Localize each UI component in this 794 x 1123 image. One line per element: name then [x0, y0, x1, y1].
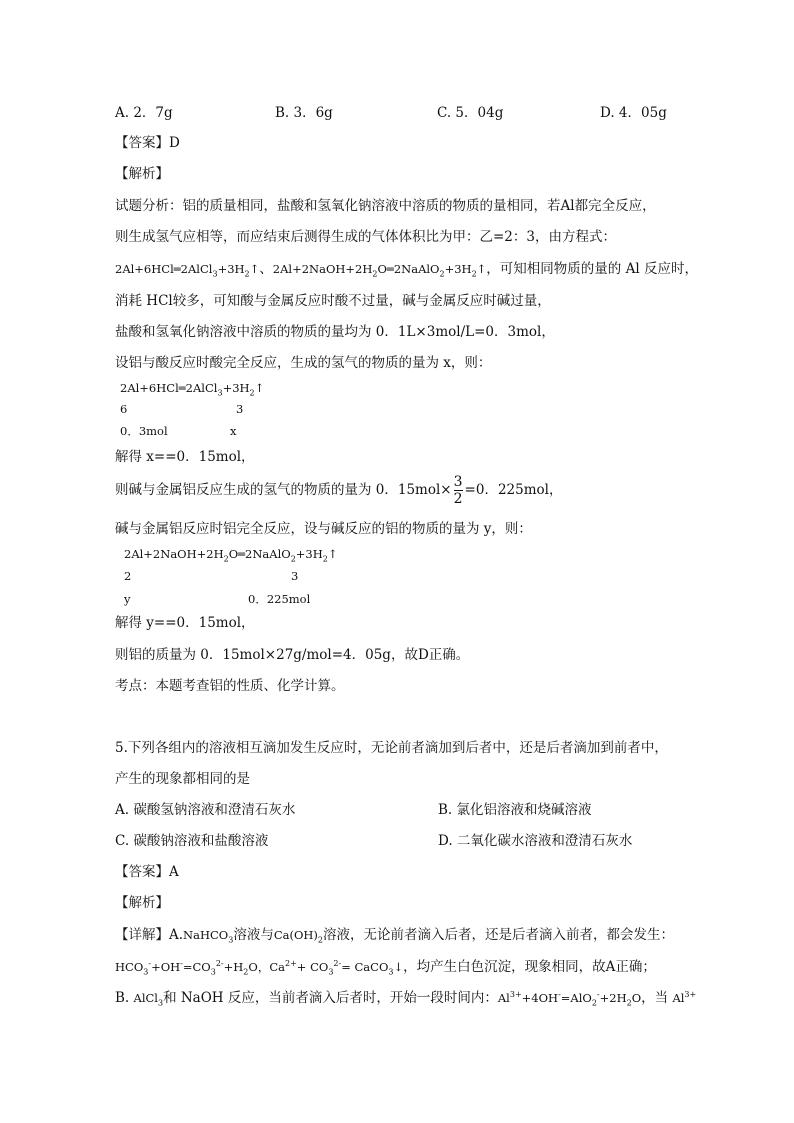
ionic-equation-2: $Al^{3+}+4OH^-=AlO_2^-+2H_2O$	[497, 990, 642, 1008]
acid-calc-r1b: 3	[236, 402, 244, 416]
alcl3-formula: AlCl$_3$	[133, 991, 164, 1008]
q5-option-c: C. 碳酸钠溶液和盐酸溶液	[115, 833, 269, 849]
q4-option-d: D. 4．05g	[600, 105, 667, 121]
acid-calc-r1: 6	[120, 402, 128, 416]
q5-detail-line-3	[115, 989, 696, 1007]
detail-eq-tail: ，均产生白色沉淀，现象相同，故A正确；	[403, 959, 656, 975]
q5-detail-line-2	[115, 958, 656, 976]
detail-b-tail: ，当	[641, 990, 673, 1006]
q4-analysis-line-7: 碱与金属铝反应时铝完全反应，设与碱反应的铝的物质的量为 y，则：	[115, 521, 532, 537]
q5-option-d: D. 二氧化碳水溶液和澄清石灰水	[438, 833, 633, 849]
base-calc-r1b: 3	[291, 569, 299, 583]
caoh2-formula: $Ca(OH)_2$	[273, 928, 324, 945]
q4-analysis-line-4: 盐酸和氢氧化钠溶液中溶质的物质的量均为 0．1L×3mol/L=0．3mol，	[115, 324, 555, 340]
q4-answer: 【答案】D	[115, 135, 180, 151]
ionic-equation-1: $HCO_3^-+OH^-=CO_3^{2-}+H_2O$，$Ca^{2+}+ CO_3^{2-}=$ CaCO$_3$↓	[115, 959, 404, 977]
q4-option-c: C. 5．04g	[437, 105, 504, 121]
acid-calc-r2b: x	[230, 424, 237, 438]
detail-prefix: 【详解】A.	[115, 927, 184, 943]
fraction	[454, 474, 463, 507]
q4-option-a: A. 2．7g	[115, 105, 173, 121]
q4-option-b: B. 3．6g	[275, 105, 333, 121]
base-calc-r1: 2	[124, 569, 132, 583]
q4-fraction-line	[115, 474, 562, 507]
fraction-denominator: 2	[453, 491, 463, 507]
q4-analysis-line-10: 考点：本题考查铝的性质、化学计算。	[115, 678, 345, 694]
detail-text-2: 溶液，无论前者滴入后者，还是后者滴入前者，都会发生：	[323, 927, 675, 943]
q4-analysis-line-9: 则铝的质量为 0．15mol×27g/mol=4．05g，故D正确。	[115, 647, 470, 663]
detail-b-prefix: B.	[115, 990, 134, 1006]
fraction-line-suffix: =0．225mol，	[464, 482, 563, 498]
equation-line-tail: ，可知相同物质的量的 Al 反应时，	[486, 261, 698, 277]
base-calc-r2b: 0．225mol	[248, 592, 311, 606]
q5-answer: 【答案】A	[115, 864, 179, 880]
q5-analysis-heading: 【解析】	[115, 895, 169, 911]
q4-analysis-line-6: 解得 x==0．15mol，	[115, 449, 255, 465]
q4-analysis-line-1: 试题分析：铝的质量相同，盐酸和氢氧化钠溶液中溶质的物质的量相同，若Al都完全反应，	[115, 198, 656, 214]
q4-analysis-line-5: 设铝与酸反应时酸完全反应，生成的氢气的物质的量为 x，则：	[115, 355, 492, 371]
fraction-numerator: 3	[453, 474, 463, 490]
nahco3-formula: NaHCO$_3$	[183, 928, 234, 945]
detail-text-1: 溶液与	[233, 927, 274, 943]
fraction-line-prefix: 则碱与金属铝反应生成的氢气的物质的量为 0．15mol×	[115, 482, 452, 498]
q4-analysis-line-8: 解得 y==0．15mol，	[115, 615, 255, 631]
q4-equation-line	[115, 260, 698, 278]
q5-stem-line-1: 5.下列各组内的溶液相互滴加发生反应时，无论前者滴加到后者中，还是后者滴加到前者中，	[115, 740, 668, 756]
q5-option-a: A. 碳酸氢钠溶液和澄清石灰水	[115, 802, 296, 818]
acid-calc-equation: $2Al+6HCl═2AlCl_3+3H_2↑$	[120, 381, 265, 398]
q5-stem-line-2: 产生的现象都相同的是	[115, 771, 250, 787]
q4-analysis-line-3: 消耗 HCl较多，可知酸与金属反应时酸不过量，碱与金属反应时碱过量，	[115, 293, 551, 309]
detail-b-text: 和 NaOH 反应，当前者滴入后者时，开始一段时间内：	[163, 990, 498, 1006]
al3-ion: $Al^{3+}$	[672, 990, 697, 1005]
equation-separator: 、	[259, 261, 273, 277]
q4-analysis-heading: 【解析】	[115, 166, 169, 182]
base-equation: $2Al+2NaOH+2H_2O═2NaAlO_2+3H_2↑$	[272, 262, 487, 279]
acid-calc-r2: 0．3mol	[120, 424, 168, 438]
base-calc-equation: $2Al+2NaOH+2H_2O═2NaAlO_2+3H_2↑$	[124, 547, 338, 564]
base-calc-r2: y	[124, 592, 131, 606]
q5-detail-line-1	[115, 926, 674, 944]
acid-equation: $2Al+6HCl═2AlCl_3+3H_2↑$	[115, 262, 260, 279]
q5-option-b: B. 氯化铝溶液和烧碱溶液	[438, 802, 592, 818]
q4-analysis-line-2: 则生成氢气应相等，而应结束后测得生成的气体体积比为甲：乙=2：3，由方程式：	[115, 229, 616, 245]
